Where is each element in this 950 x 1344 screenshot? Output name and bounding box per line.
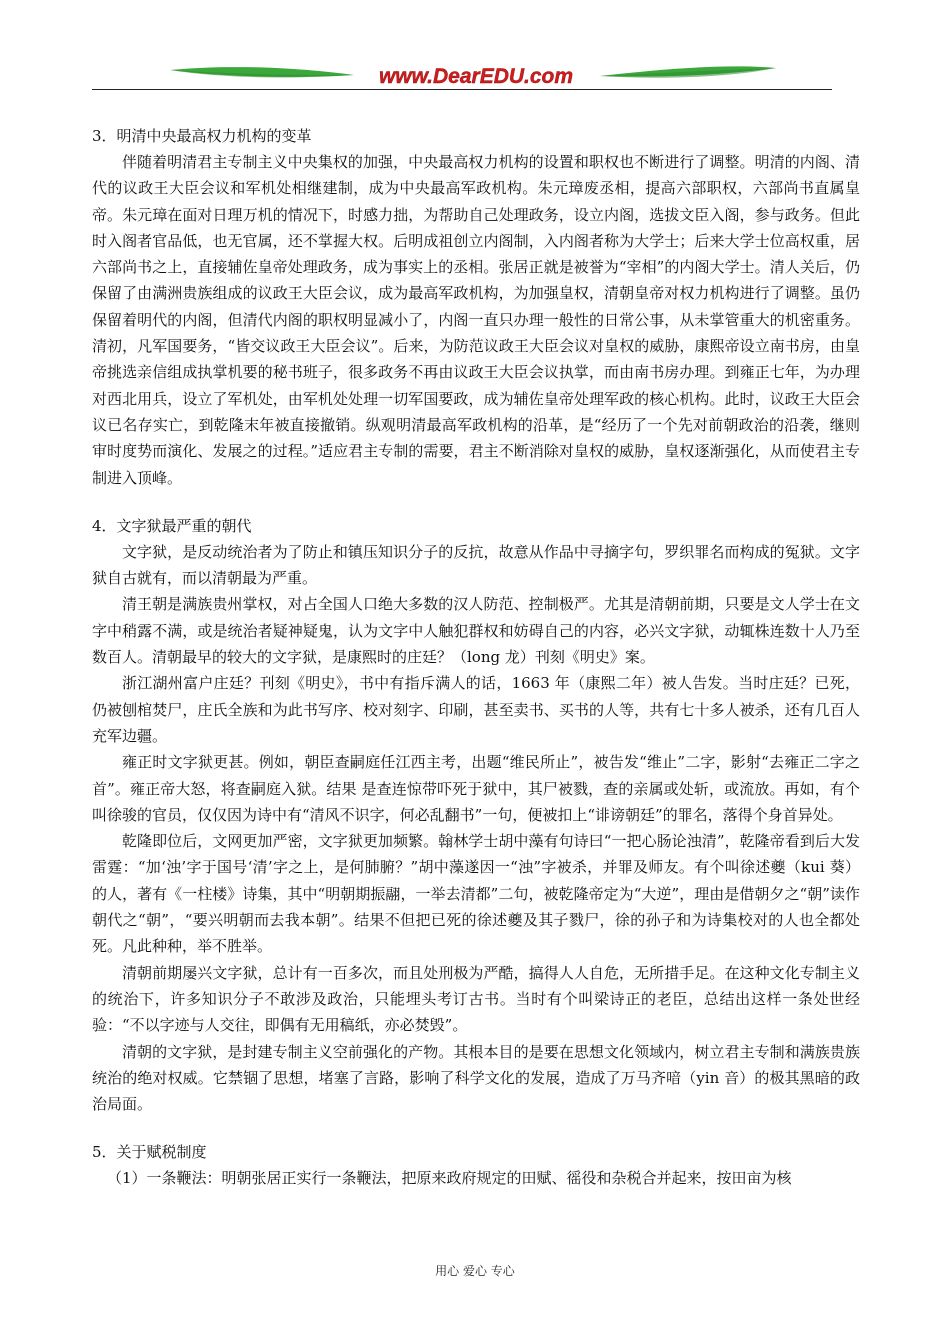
section-title: 5．关于赋税制度 xyxy=(92,1143,207,1162)
paragraph: 清朝的文字狱，是封建专制主义空前强化的产物。其根本目的是要在思想文化领域内，树立君主专制和满族贵族统治的绝对权威。它禁锢了思想，堵塞了言路，影响了科学文化的发展，造成了万马齐喑（yin 音）的极其黑暗的政治局面。 xyxy=(92,1042,860,1114)
section-literary-inquisition xyxy=(92,513,860,1118)
section-central-power xyxy=(92,123,860,491)
page-footer: 用心 爱心 专心 xyxy=(435,1264,515,1278)
paragraph: 雍正时文字狱更甚。例如，朝臣查嗣庭任江西主考，出题“维民所止”，被告发“维止”二字，影射“去雍正二字之首”。雍正帝大怒，将查嗣庭入狱。结果 是查连惊带吓死于狱中，其尸被戮，查的亲属或处斩，或流放。再如，有个叫徐骏的官员，仅仅因为诗中有“清风不识字，何必乱翻书”一句，便被扣上“诽谤朝廷”的罪名，落得个身首异处。 xyxy=(92,753,860,824)
page-header xyxy=(92,58,832,92)
paragraph: 浙江湖州富户庄廷？刊刻《明史》，书中有指斥满人的话，1663 年（康熙二年）被人告发。当时庄廷？已死，仍被刨棺焚尸，庄氏全族和为此书写序、校对刻字、印刷，甚至卖书、买书的人等，共有七十多人被杀，还有几百人充军边疆。 xyxy=(92,674,860,745)
section-tax-system xyxy=(92,1139,860,1191)
paragraph: 伴随着明清君主专制主义中央集权的加强，中央最高权力机构的设置和职权也不断进行了调整。明清的内阁、清代的议政王大臣会议和军机处相继建制，成为中央最高军政机构。朱元璋废丞相，提高六部职权，六部尚书直属皇帝。朱元璋在面对日理万机的情况下，时感力拙，为帮助自己处理政务，设立内阁，选拔文臣入阁，参与政务。但此时入阁者官品低，也无官属，还不掌握大权。后明成祖创立内阁制，入内阁者称为大学士；后来大学士位高权重，居六部尚书之上，直接辅佐皇帝处理政务，成为事实上的丞相。张居正就是被誉为“宰相”的内阁大学士。清人关后，仍保留了由满洲贵族组成的议政王大臣会议，成为最高军政机构，为加强皇权，清朝皇帝对权力机构进行了调整。虽仍保留着明代的内阁，但清代内阁的职权明显减小了，内阁一直只办理一般性的日常公事，从未掌管重大的机密重务。清初，凡军国要务，“皆交议政王大臣会议”。后来，为防范议政王大臣会议对皇权的威胁，康熙帝设立南书房，由皇帝挑选亲信组成执掌机要的秘书班子，很多政务不再由议政王大臣会议执掌，而由南书房办理。到雍正七年，为办理对西北用兵，设立了军机处，由军机处处理一切军国要政，成为辅佐皇帝处理军政的核心机构。此时，议政王大臣会议已名存实亡，到乾隆末年被直接撤销。纵观明清最高军政机构的沿革，是“经历了一个先对前朝政治的沿袭，继则审时度势而演化、发展之的过程。”适应君主专制的需要，君主不断消除对皇权的威胁，皇权逐渐强化，从而使君主专制进入顶峰。 xyxy=(92,153,860,487)
header-divider xyxy=(92,89,832,90)
section-title: 4．文字狱最严重的朝代 xyxy=(92,516,252,535)
site-url: www.DearEDU.com xyxy=(378,65,574,88)
paragraph: 文字狱，是反动统治者为了防止和镇压知识分子的反抗，故意从作品中寻摘字句，罗织罪名而构成的冤狱。文字狱自古就有，而以清朝最为严重。 xyxy=(92,542,860,588)
paragraph: （1）一条鞭法：明朝张居正实行一条鞭法，把原来政府规定的田赋、徭役和杂税合并起来，按田亩为核 xyxy=(107,1169,792,1188)
paragraph: 清王朝是满族贵州掌权，对占全国人口绝大多数的汉人防范、控制极严。尤其是清朝前期，只要是文人学士在文字中稍露不满，或是统治者疑神疑鬼，认为文字中人触犯群权和妨碍自己的内容，必兴文字狱，动辄株连数十人乃至数百人。清朝最早的较大的文字狱，是康熙时的庄廷？（long 龙）刊刻《明史》案。 xyxy=(92,595,860,667)
paragraph: 乾隆即位后，文网更加严密，文字狱更加频繁。翰林学士胡中藻有句诗曰“一把心肠论浊清”，乾隆帝看到后大发雷霆：“加‘浊’字于国号‘清’字之上，是何肺腑？”胡中藻遂因一“浊”字被杀，并罪及师友。有个叫徐述夔（kui 葵）的人，著有《一柱楼》诗集，其中“明朝期振翮，一举去清都”二句，被乾隆帝定为“大逆”，理由是借朝夕之“朝”读作朝代之“朝”，“要兴明朝而去我本朝”。结果不但把已死的徐述夔及其子戮尸，徐的孙子和为诗集校对的人也全都处死。凡此种种，举不胜举。 xyxy=(92,832,860,956)
paragraph: 清朝前期屡兴文字狱，总计有一百多次，而且处刑极为严酷，搞得人人自危，无所措手足。在这种文化专制主义的统治下，许多知识分子不敢涉及政治，只能埋头考订古书。当时有个叫梁诗正的老臣，总结出这样一条处世经验：“不以字迹与人交往，即偶有无用稿纸，亦必焚毁”。 xyxy=(92,963,860,1035)
section-title: 3．明清中央最高权力机构的变革 xyxy=(92,127,312,145)
document-body xyxy=(92,123,860,1214)
site-logo xyxy=(92,58,832,92)
